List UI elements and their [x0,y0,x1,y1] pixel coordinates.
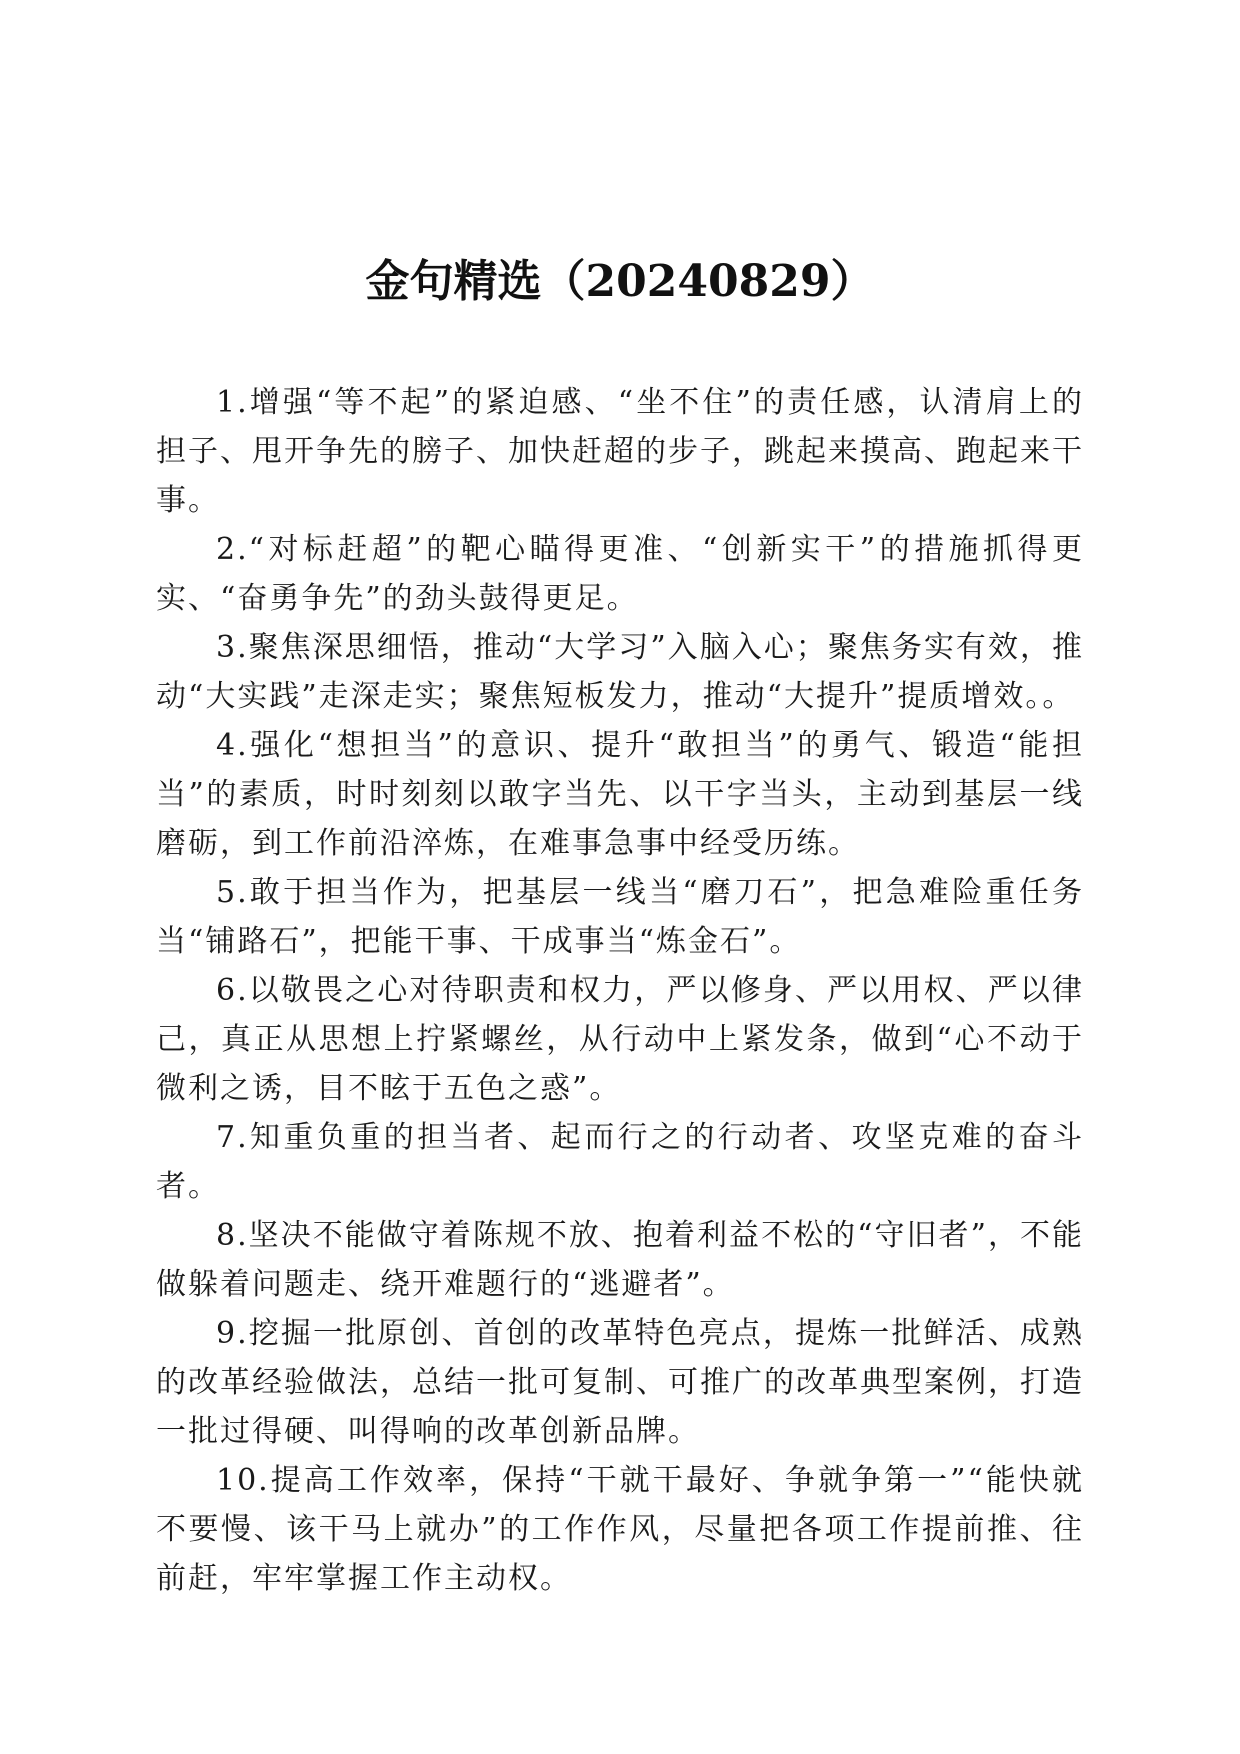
quote-paragraph-3: 3.聚焦深思细悟，推动“大学习”入脑入心；聚焦务实有效，推动“大实践”走深走实；聚焦短板发力，推动“大提升”提质增效。。 [156,630,1084,714]
page-title: 金句精选（20240829） [365,256,875,307]
quote-paragraph-8: 8.坚决不能做守着陈规不放、抱着利益不松的“守旧者”，不能做躲着问题走、绕开难题行的“逃避者”。 [156,1218,1084,1302]
quote-paragraph-7: 7.知重负重的担当者、起而行之的行动者、攻坚克难的奋斗者。 [156,1120,1084,1204]
quote-paragraph-10: 10.提高工作效率，保持“干就干最好、争就争第一”“能快就不要慢、该干马上就办”的工作作风，尽量把各项工作提前推、往前赶，牢牢掌握工作主动权。 [156,1463,1084,1596]
quote-paragraph-1: 1.增强“等不起”的紧迫感、“坐不住”的责任感，认清肩上的担子、甩开争先的膀子、加快赶超的步子，跳起来摸高、跑起来干事。 [156,385,1084,518]
quote-paragraph-6: 6.以敬畏之心对待职责和权力，严以修身、严以用权、严以律己，真正从思想上拧紧螺丝，从行动中上紧发条，做到“心不动于微利之诱，目不眩于五色之惑”。 [156,973,1084,1106]
quote-paragraph-5: 5.敢于担当作为，把基层一线当“磨刀石”，把急难险重任务当“铺路石”，把能干事、干成事当“炼金石”。 [156,875,1084,959]
quote-paragraph-2: 2.“对标赶超”的靶心瞄得更准、“创新实干”的措施抓得更实、“奋勇争先”的劲头鼓得更足。 [156,532,1084,616]
quote-paragraph-9: 9.挖掘一批原创、首创的改革特色亮点，提炼一批鲜活、成熟的改革经验做法，总结一批可复制、可推广的改革典型案例，打造一批过得硬、叫得响的改革创新品牌。 [156,1316,1084,1449]
quote-paragraph-4: 4.强化“想担当”的意识、提升“敢担当”的勇气、锻造“能担当”的素质，时时刻刻以敢字当先、以干字当头，主动到基层一线磨砺，到工作前沿淬炼，在难事急事中经受历练。 [156,728,1084,861]
document-body [156,378,1084,1603]
